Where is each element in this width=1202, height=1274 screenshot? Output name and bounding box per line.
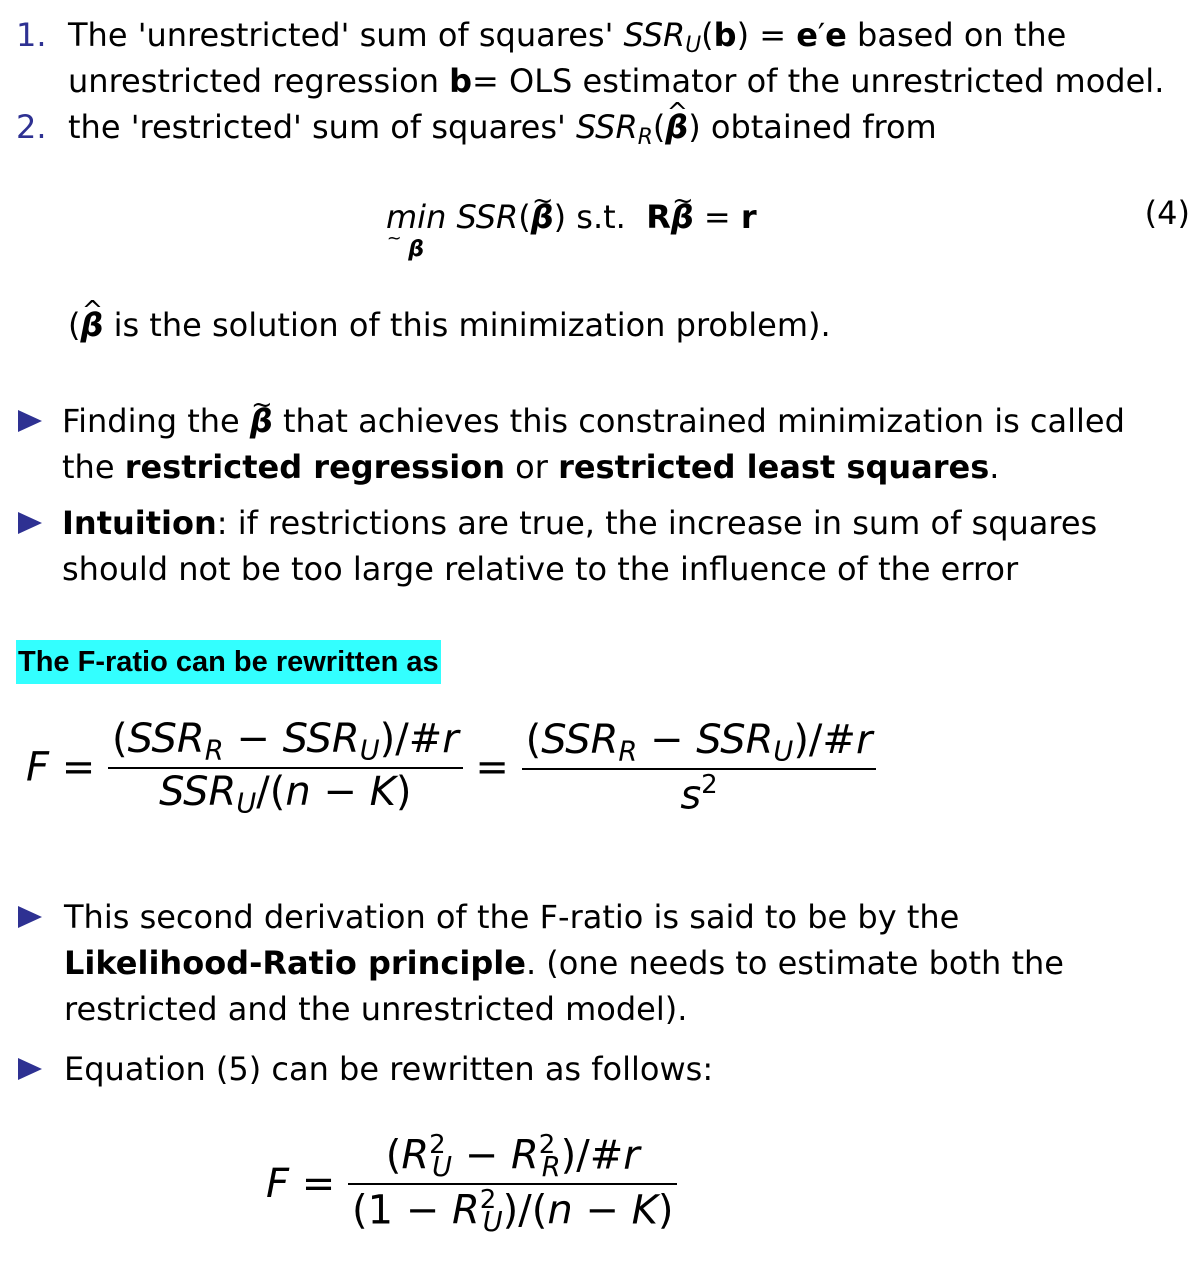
f-r-squared-equation: F = $\frac{(R^2_U - R^2_R)/\#r}{(1 - R^2_U)/(n - K)}$ bbox=[266, 1130, 677, 1238]
equation-4: min ~ β SSR(~ β) s.t. R~ β = r bbox=[386, 194, 757, 260]
f-ratio-equation: F = $\frac{(SSR_R - SSR_U)/\#r}{SSR_U/(n - K)}$ = $\frac{(SSR_R - SSR_U)/\#r}{s^2}$ bbox=[26, 716, 876, 819]
bullet-triangle-icon bbox=[18, 906, 42, 928]
f-ratio-fraction-1: $\frac{(SSR_R - SSR_U)/\#r}{SSR_U/(n - K)}$ bbox=[108, 716, 463, 819]
ssr-u-symbol: $SSR_U$ bbox=[623, 16, 702, 59]
bullet-triangle-icon bbox=[18, 410, 42, 432]
bullet-triangle-icon bbox=[18, 512, 42, 534]
f-ratio-fraction-2: $\frac{(SSR_R - SSR_U)/\#r}{s^2}$ bbox=[522, 717, 877, 818]
list-number-1: 1. bbox=[16, 16, 47, 54]
f-r-squared-fraction: $\frac{(R^2_U - R^2_R)/\#r}{(1 - R^2_U)/(n - K)}$ bbox=[348, 1130, 678, 1238]
equation-4-number: (4) bbox=[1144, 194, 1190, 232]
bullet-triangle-icon bbox=[18, 1058, 42, 1080]
highlight-heading: The F-ratio can be rewritten as bbox=[16, 640, 441, 684]
ssr-r-symbol: $SSR_R$ bbox=[575, 108, 653, 151]
list-number-2: 2. bbox=[16, 108, 47, 146]
list-item-1-line1: The 'unrestricted' sum of squares' $SSR_U(b) = e'e$ based on the bbox=[68, 16, 1067, 59]
